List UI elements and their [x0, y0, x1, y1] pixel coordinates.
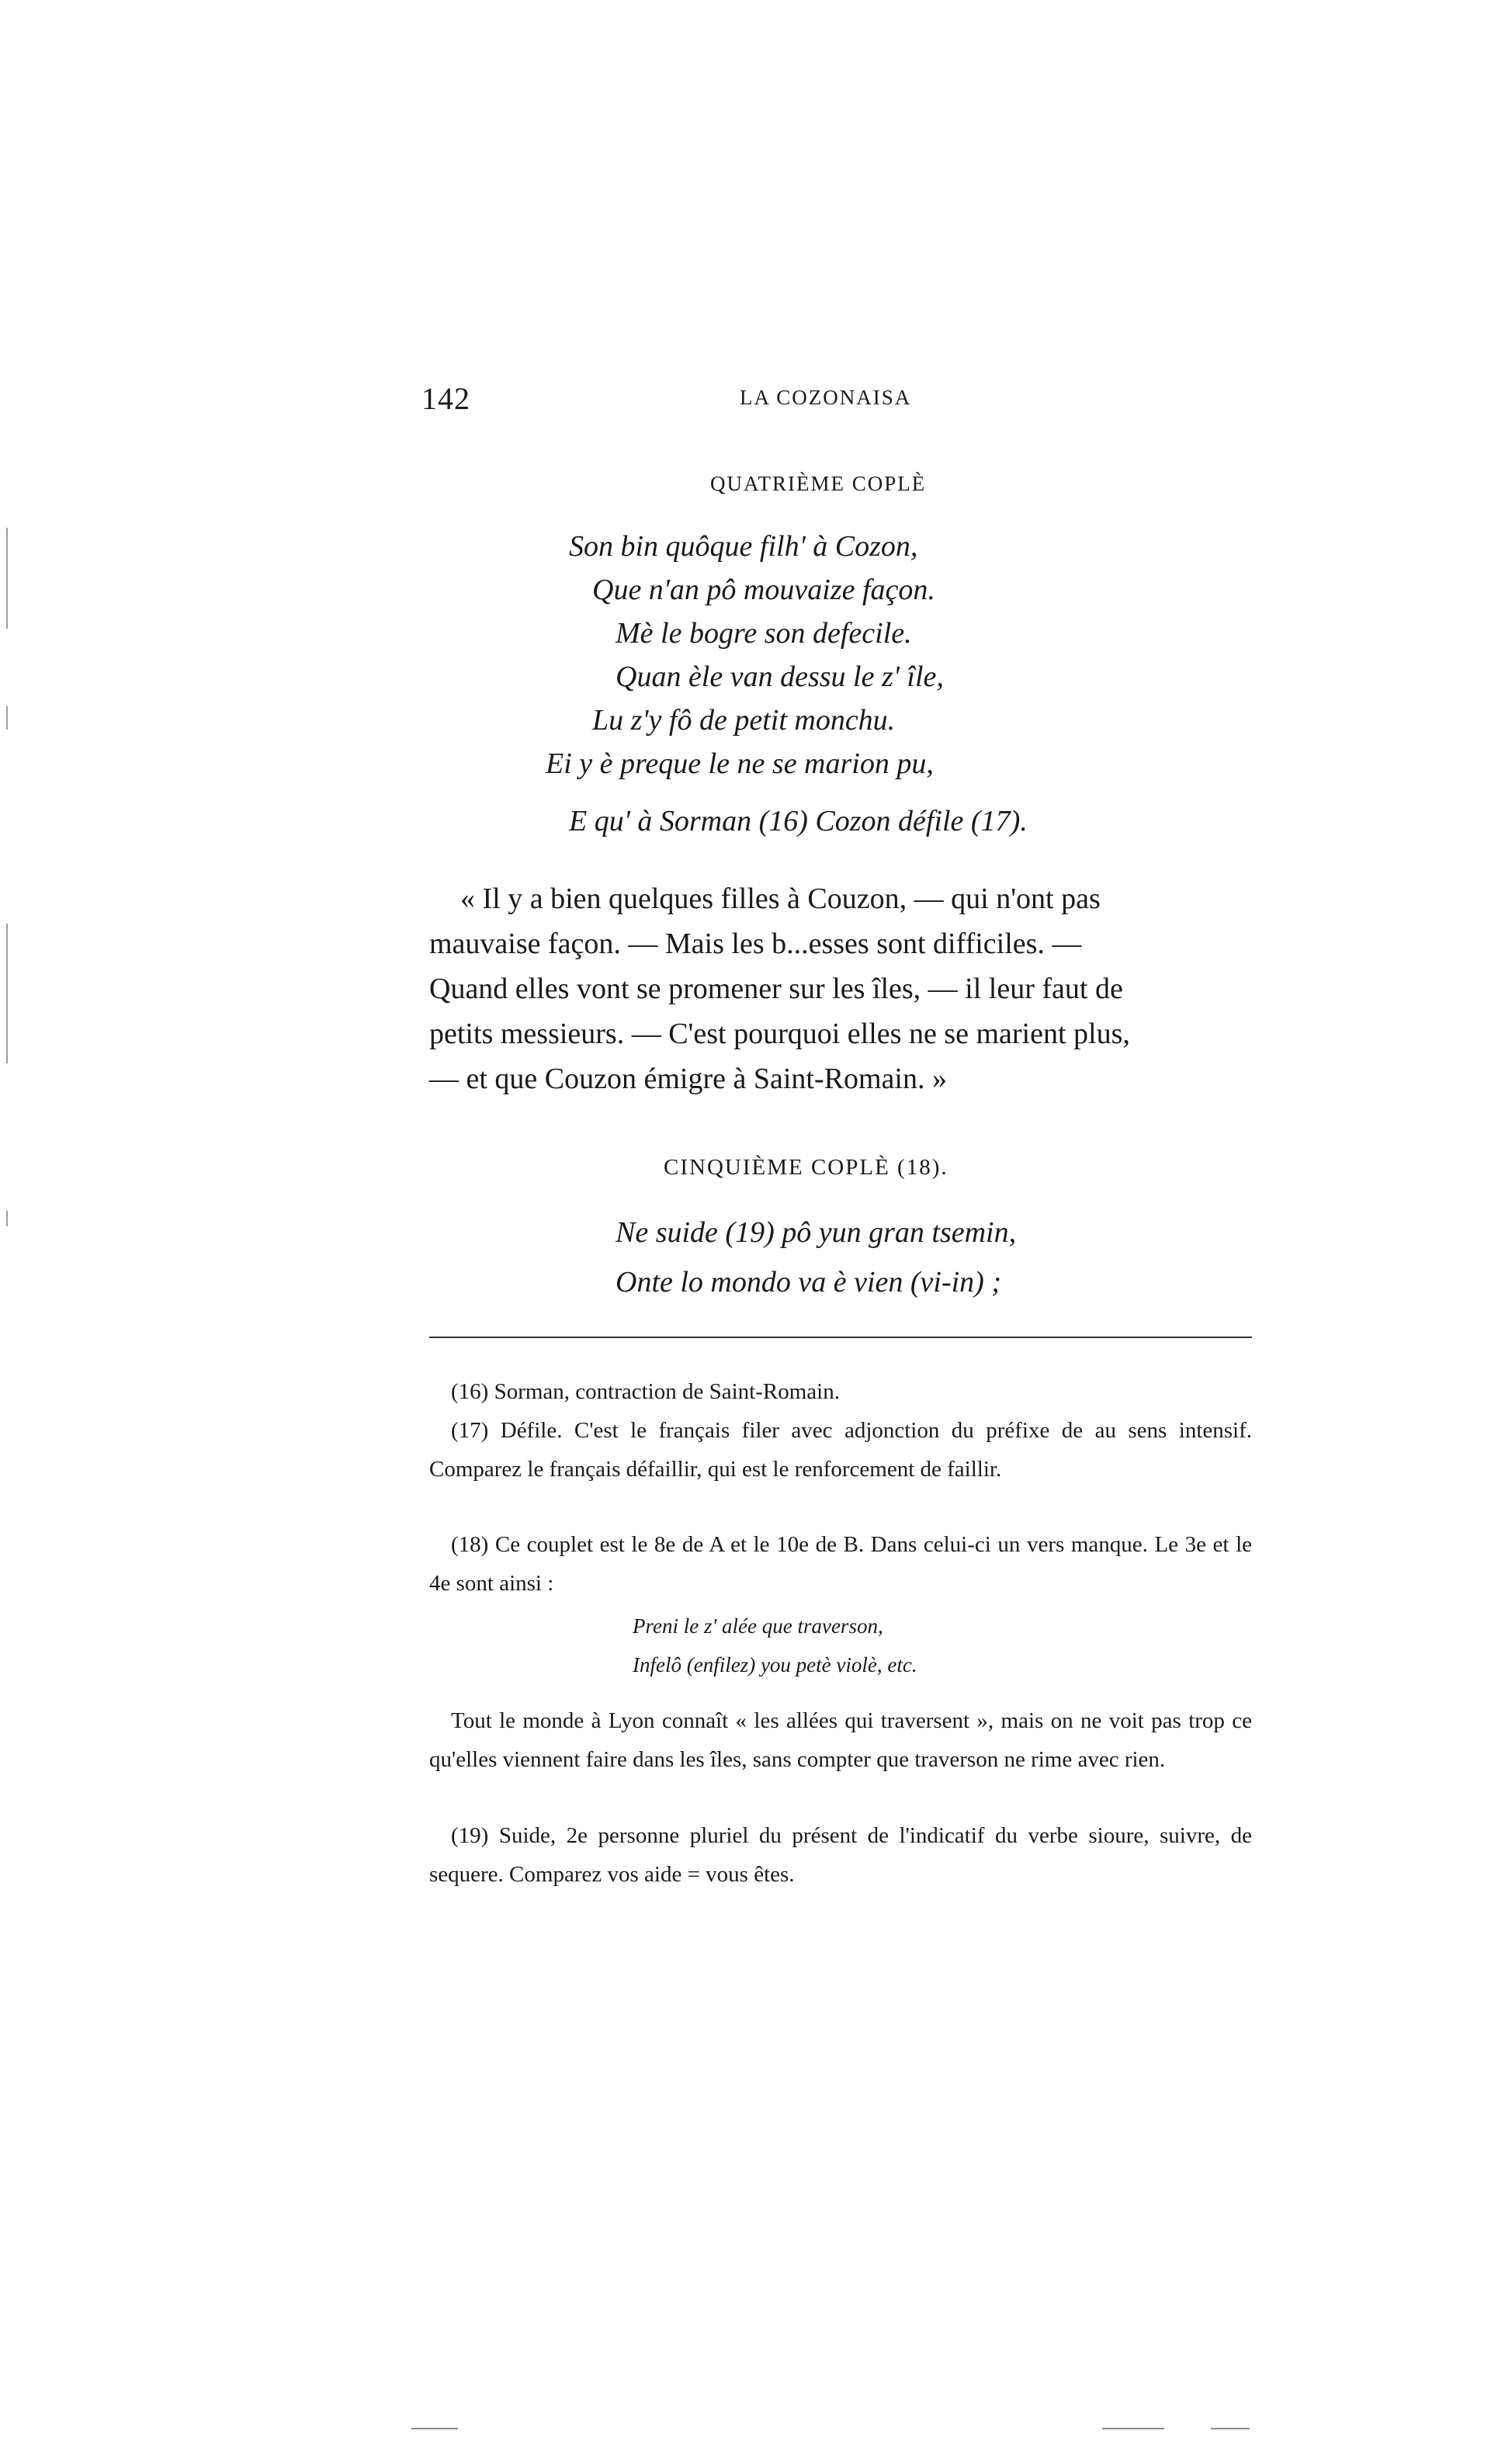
- scan-edge-mark: [411, 2428, 458, 2429]
- footnote-18: (18) Ce couplet est le 8e de A et le 10e de B. Dans celui-ci un vers manque. Le 3e et le 4e sont ainsi :: [429, 1532, 1252, 1596]
- verse-line: Ne suide (19) pô yun gran tsemin,: [616, 1216, 1017, 1249]
- scan-margin-mark: [6, 706, 8, 730]
- footnote-19: (19) Suide, 2e personne pluriel du présent de l'indicatif du verbe sioure, suivre, de sequere. Comparez vos aide = vous êtes.: [429, 1823, 1252, 1887]
- verse-line: Onte lo mondo va è vien (vi-in) ;: [616, 1266, 1001, 1299]
- scan-margin-mark: [6, 1211, 8, 1226]
- verse-line: Mè le bogre son defecile.: [616, 617, 912, 650]
- footnote-rule: [429, 1337, 1252, 1338]
- prose-line: mauvaise façon. — Mais les b...esses sont difficiles. —: [429, 928, 1082, 960]
- verse-line: Quan èle van dessu le z' île,: [616, 661, 944, 693]
- scan-edge-mark: [1102, 2428, 1164, 2429]
- section-title-quatrieme: QUATRIÈME COPLÈ: [710, 472, 927, 495]
- footnote-verse-line: Infelô (enfilez) you petè violè, etc.: [633, 1653, 917, 1676]
- verse-line: Ei y è preque le ne se marion pu,: [546, 747, 934, 780]
- verse-line: Son bin quôque filh' à Cozon,: [569, 530, 918, 563]
- prose-line: petits messieurs. — C'est pourquoi elles ne se marient plus,: [429, 1018, 1130, 1050]
- verse-line: E qu' à Sorman (16) Cozon défile (17).: [569, 805, 1028, 837]
- footnote-18-continued: Tout le monde à Lyon connaît « les allées qui traversent », mais on ne voit pas trop ce qu'elles viennent faire dans les îles, sans compter que traverson ne rime avec rien.: [429, 1708, 1252, 1772]
- section-title-cinquieme: CINQUIÈME COPLÈ (18).: [664, 1155, 948, 1180]
- prose-line: — et que Couzon émigre à Saint-Romain. »: [429, 1063, 947, 1095]
- verse-line: Lu z'y fô de petit monchu.: [592, 704, 896, 737]
- footnote-verse-line: Preni le z' alée que traverson,: [633, 1614, 883, 1638]
- footnote-17: (17) Défile. C'est le français filer avec adjonction du préfixe de au sens intensif. Comparez le français défaillir, qui est le renforcement de faillir.: [429, 1418, 1252, 1482]
- running-title: LA COZONAISA: [740, 386, 912, 409]
- scan-edge-mark: [1211, 2428, 1250, 2429]
- page-number: 142: [421, 381, 470, 416]
- verse-line: Que n'an pô mouvaize façon.: [592, 574, 935, 606]
- prose-line: « Il y a bien quelques filles à Couzon, — qui n'ont pas: [460, 882, 1101, 915]
- scan-margin-mark: [6, 924, 8, 1063]
- scan-margin-mark: [6, 528, 8, 629]
- prose-line: Quand elles vont se promener sur les îles, — il leur faut de: [429, 973, 1123, 1005]
- footnote-16: (16) Sorman, contraction de Saint-Romain.: [451, 1379, 840, 1404]
